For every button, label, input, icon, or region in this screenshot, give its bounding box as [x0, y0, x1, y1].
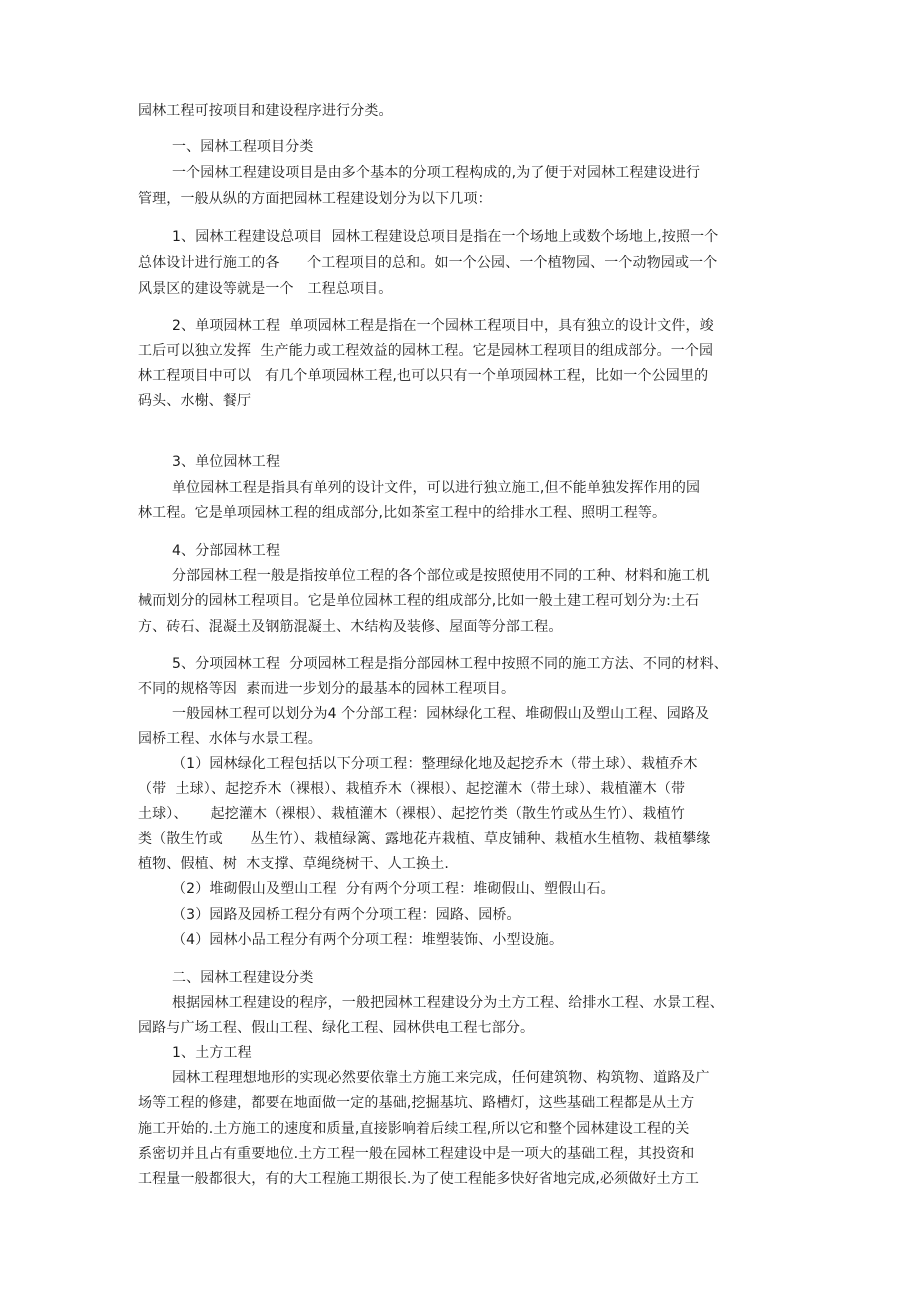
list-item: （1）园林绿化工程包括以下分项工程：整理绿化地及起挖乔木（带土球）、栽植乔木 [172, 756, 698, 772]
paragraph-line: 土球）、 起挖灌木（裸根）、栽植灌木（裸根）、起挖竹类（散生竹或丛生竹）、栽植竹 [138, 806, 685, 822]
paragraph-line: （带 土球）、起挖乔木（裸根）、栽植乔木（裸根）、起挖灌木（带土球）、栽植灌木（带 [138, 781, 686, 797]
paragraph-line: 5、分项园林工程 分项园林工程是指分部园林工程中按照不同的施工方法、不同的材料、 [172, 656, 728, 672]
list-item: （3）园路及园桥工程分有两个分项工程：园路、园桥。 [172, 907, 521, 923]
paragraph-line: 施工开始的.土方施工的速度和质量,直接影响着后续工程,所以它和整个园林建设工程的关 [138, 1121, 690, 1137]
paragraph-line: 林工程。它是单项园林工程的组成部分,比如茶室工程中的给排水工程、照明工程等。 [138, 505, 667, 521]
paragraph-line: 械而划分的园林工程项目。它是单位园林工程的组成部分,比如一般土建工程可划分为:土石 [138, 593, 700, 609]
paragraph-line: 园林工程可按项目和建设程序进行分类。 [138, 103, 393, 119]
paragraph-line: 林工程项目中可以 有几个单项园林工程,也可以只有一个单项园林工程，比如一个公园里的 [138, 368, 709, 384]
subheading: 1、土方工程 [172, 1045, 252, 1061]
subheading: 3、单位园林工程 [172, 454, 281, 470]
paragraph-line: 根据园林工程建设的程序，一般把园林工程建设分为土方工程、给排水工程、水景工程、 [172, 995, 724, 1011]
paragraph-line: 工后可以独立发挥 生产能力或工程效益的园林工程。它是园林工程项目的组成部分。一个园 [138, 343, 714, 359]
paragraph-line: 2、单项园林工程 单项园林工程是指在一个园林工程项目中，具有独立的设计文件，竣 [172, 318, 714, 334]
section-heading: 一、园林工程项目分类 [172, 139, 314, 155]
paragraph-line: 植物、假植、树 木支撑、草绳绕树干、人工换土. [138, 856, 449, 872]
paragraph-line: 场等工程的修建，都要在地面做一定的基础,挖掘基坑、路槽灯，这些基础工程都是从土方 [138, 1095, 695, 1111]
paragraph-line: 分部园林工程一般是指按单位工程的各个部位或是按照使用不同的工种、材料和施工机 [172, 568, 710, 584]
list-item: （2）堆砌假山及塑山工程 分有两个分项工程：堆砌假山、塑假山石。 [172, 881, 615, 897]
paragraph-line: 1、园林工程建设总项目 园林工程建设总项目是指在一个场地上或数个场地上,按照一个 [172, 229, 719, 245]
paragraph-line: 园桥工程、水体与水景工程。 [138, 731, 322, 747]
paragraph-line: 方、砖石、混凝土及钢筋混凝土、木结构及装修、屋面等分部工程。 [138, 619, 563, 635]
paragraph-line: 类（散生竹或 丛生竹）、栽植绿篱、露地花卉栽植、草皮铺种、栽植水生植物、栽植攀缘 [138, 831, 711, 847]
paragraph-line: 园林工程理想地形的实现必然要依靠土方施工来完成，任何建筑物、构筑物、道路及广 [172, 1070, 710, 1086]
paragraph-line: 单位园林工程是指具有单列的设计文件，可以进行独立施工,但不能单独发挥作用的园 [172, 480, 701, 496]
paragraph-line: 一般园林工程可以划分为4 个分部工程：园林绿化工程、堆砌假山及塑山工程、园路及 [172, 706, 710, 722]
paragraph-line: 码头、水榭、餐厅 [138, 393, 252, 409]
paragraph-line: 风景区的建设等就是一个 工程总项目。 [138, 281, 393, 297]
list-item: （4）园林小品工程分有两个分项工程：堆塑装饰、小型设施。 [172, 932, 564, 948]
paragraph-line: 一个园林工程建设项目是由多个基本的分项工程构成的,为了便于对园林工程建设进行 [172, 165, 701, 181]
subheading: 4、分部园林工程 [172, 543, 281, 559]
paragraph-line: 工程量一般都很大，有的大工程施工期很长.为了使工程能多快好省地完成,必须做好土方工 [138, 1171, 700, 1187]
paragraph-line: 系密切并且占有重要地位.土方工程一般在园林工程建设中是一项大的基础工程，其投资和 [138, 1146, 695, 1162]
paragraph-line: 管理，一般从纵的方面把园林工程建设划分为以下几项： [138, 191, 492, 207]
paragraph-line: 不同的规格等因 素而进一步划分的最基本的园林工程项目。 [138, 681, 516, 697]
paragraph-line: 园路与广场工程、假山工程、绿化工程、园林供电工程七部分。 [138, 1020, 535, 1036]
section-heading: 二、园林工程建设分类 [172, 970, 314, 986]
paragraph-line: 总体设计进行施工的各 个工程项目的总和。如一个公园、一个植物园、一个动物园或一个 [138, 255, 718, 271]
